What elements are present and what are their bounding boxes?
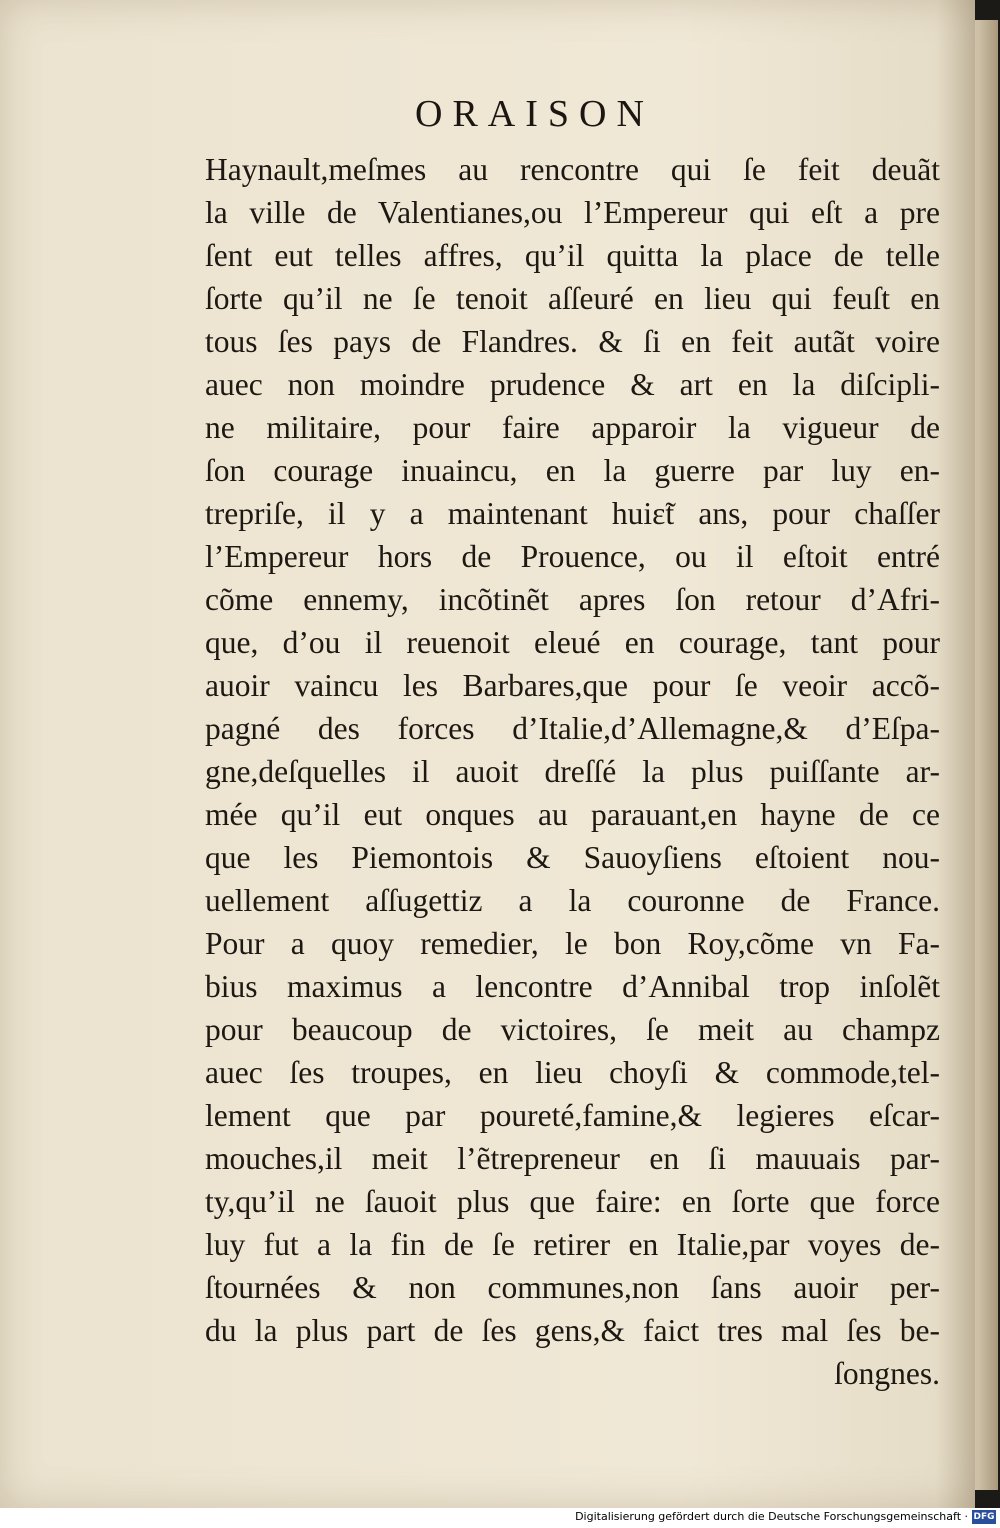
text-line: tous ſes pays de Flandres. & ſi en feit autãt voire xyxy=(205,324,940,359)
text-line: ſon courage inuaincu, en la guerre par luy en- xyxy=(205,453,940,488)
text-line: lement que par poureté,famine,& legieres eſcar- xyxy=(205,1098,940,1133)
text-line: la ville de Valentianes,ou l’Empereur qui eſt a pre xyxy=(205,195,940,230)
text-line: bius maximus a lencontre d’Annibal trop inſolẽt xyxy=(205,969,940,1004)
text-line: mouches,il meit l’ẽtrepreneur en ſi mauuais par- xyxy=(205,1141,940,1176)
text-line: uellement aſſugettiz a la couronne de France. xyxy=(205,883,940,918)
text-line: ſorte qu’il ne ſe tenoit aſſeuré en lieu qui feuſt en xyxy=(205,281,940,316)
text-line: trepriſe, il y a maintenant huiɛ̃t ans, pour chaſſer xyxy=(205,496,940,531)
text-line: pour beaucoup de victoires, ſe meit au champz xyxy=(205,1012,940,1047)
text-line: auec ſes troupes, en lieu choyſi & commode,tel- xyxy=(205,1055,940,1090)
text-line: ne militaire, pour faire apparoir la vigueur de xyxy=(205,410,940,445)
dfg-logo-icon: DFG xyxy=(973,1512,995,1522)
text-block xyxy=(205,148,940,1395)
text-line: mée qu’il eut onques au parauant,en hayne de ce xyxy=(205,797,940,832)
text-line: que, d’ou il reuenoit eleué en courage, tant pour xyxy=(205,625,940,660)
text-line: pagné des forces d’Italie,d’Allemagne,& d’Eſpa- xyxy=(205,711,940,746)
text-line: luy fut a la fin de ſe retirer en Italie,par voyes de- xyxy=(205,1227,940,1262)
text-line: ſtournées & non communes,non ſans auoir per- xyxy=(205,1270,940,1305)
text-line: gne,deſquelles il auoit dreſſé la plus puiſſante ar- xyxy=(205,754,940,789)
text-line: cõme ennemy, incõtinẽt apres ſon retour d’Afri- xyxy=(205,582,940,617)
running-head: ORAISON xyxy=(415,93,654,135)
text-line: Pour a quoy remedier, le bon Roy,cõme vn Fa- xyxy=(205,926,940,961)
text-line: Haynault,meſmes au rencontre qui ſe feit deuãt xyxy=(205,152,940,187)
text-line: que les Piemontois & Sauoyſiens eſtoient nou- xyxy=(205,840,940,875)
text-line: ty,qu’il ne ſauoit plus que faire: en ſorte que force xyxy=(205,1184,940,1219)
text-line: ſongnes. xyxy=(834,1356,940,1391)
text-line: auec non moindre prudence & art en la diſcipli- xyxy=(205,367,940,402)
text-line: ſent eut telles affres, qu’il quitta la place de telle xyxy=(205,238,940,273)
text-line: l’Empereur hors de Prouence, ou il eſtoit entré xyxy=(205,539,940,574)
text-line: auoir vaincu les Barbares,que pour ſe veoir accõ- xyxy=(205,668,940,703)
text-line: du la plus part de ſes gens,& faict tres mal ſes be- xyxy=(205,1313,940,1348)
footer-bar xyxy=(0,1508,1000,1528)
funding-credit: Digitalisierung gefördert durch die Deutsche Forschungsgemeinschaft · xyxy=(575,1510,968,1523)
